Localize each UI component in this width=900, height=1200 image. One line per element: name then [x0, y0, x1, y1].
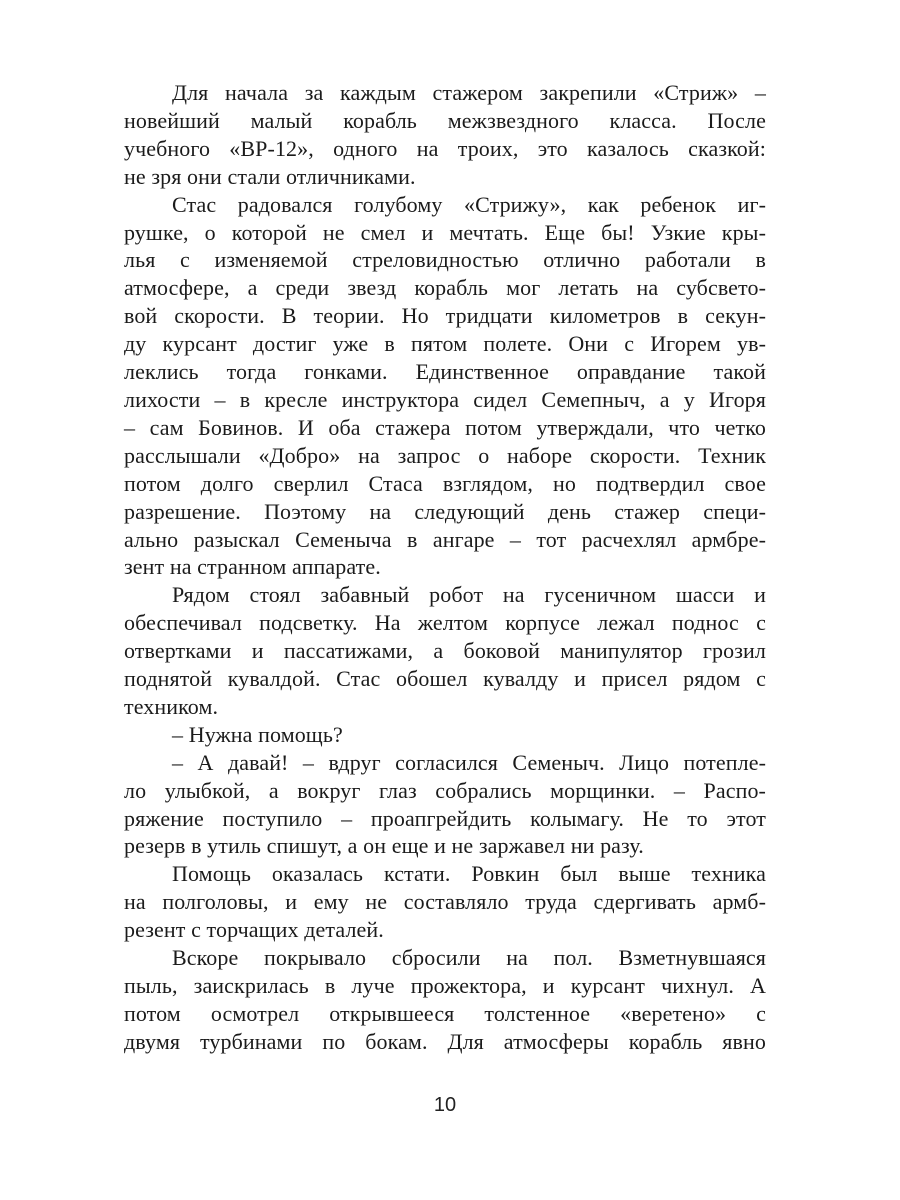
text-line: техником. [124, 693, 219, 719]
page-text [124, 79, 766, 1056]
text-line: пыль, заискрилась в луче прожектора, и курсант чихнул. А [124, 973, 766, 998]
text-line: ально разыскал Семеныча в ангаре – тот расчехлял армбре- [124, 526, 766, 552]
text-line: лихости – в кресле инструктора сидел Семепныч, а у Игоря [124, 386, 766, 412]
page-number: 10 [433, 1094, 457, 1116]
text-line: Вскоре покрывало сбросили на пол. Взметнувшаяся [172, 945, 766, 971]
text-line: потом осмотрел открывшееся толстенное «веретено» с [124, 1000, 766, 1026]
text-line: ду курсант достиг уже в пятом полете. Они с Игорем ув- [124, 331, 766, 357]
text-line: леклись тогда гонками. Единственное оправдание такой [124, 359, 766, 385]
text-line: учебного «ВР-12», одного на троих, это казалось сказкой: [124, 135, 766, 161]
text-line: ряжение поступило – проапгрейдить колымагу. Не то этот [124, 805, 766, 831]
text-line: Для начала за каждым стажером закрепили «Стриж» – [172, 80, 766, 105]
text-line: лья с изменяемой стреловидностью отлично работали в [124, 247, 766, 273]
text-line: – сам Бовинов. И оба стажера потом утверждали, что четко [124, 414, 766, 440]
text-line: не зря они стали отличниками. [124, 163, 416, 189]
text-line: разрешение. Поэтому на следующий день стажер специ- [124, 498, 766, 524]
text-line: вой скорости. В теории. Но тридцати километров в секун- [124, 303, 766, 329]
text-line: рушке, о которой не смел и мечтать. Еще бы! Узкие кры- [124, 219, 766, 245]
text-line: отвертками и пассатижами, а боковой манипулятор грозил [124, 638, 766, 664]
text-line: резерв в утиль спишут, а он еще и не заржавел ни разу. [124, 833, 644, 859]
text-line: двумя турбинами по бокам. Для атмосферы корабль явно [124, 1028, 766, 1054]
text-line: поднятой кувалдой. Стас обошел кувалду и присел рядом с [124, 666, 766, 692]
text-line: зент на странном аппарате. [124, 554, 381, 580]
text-line: потом долго сверлил Стаса взглядом, но подтвердил свое [124, 470, 766, 496]
text-line: атмосфере, а среди звезд корабль мог летать на субсвето- [124, 275, 766, 301]
text-line: Помощь оказалась кстати. Ровкин был выше техника [172, 861, 766, 887]
text-line: обеспечивал подсветку. На желтом корпусе лежал поднос с [124, 610, 766, 636]
text-line: ло улыбкой, а вокруг глаз собрались морщинки. – Распо- [124, 777, 766, 803]
text-line: расслышали «Добро» на запрос о наборе скорости. Техник [124, 442, 766, 468]
text-line: на полголовы, и ему не составляло труда сдергивать армб- [124, 889, 766, 915]
text-line: – А давай! – вдруг согласился Семеныч. Лицо потепле- [172, 749, 766, 775]
text-line: – Нужна помощь? [172, 721, 343, 747]
text-line: новейший малый корабль межзвездного класса. После [124, 107, 766, 133]
text-line: резент с торчащих деталей. [124, 917, 384, 943]
text-line: Стас радовался голубому «Стрижу», как ребенок иг- [172, 191, 766, 217]
text-line: Рядом стоял забавный робот на гусеничном шасси и [172, 582, 766, 608]
